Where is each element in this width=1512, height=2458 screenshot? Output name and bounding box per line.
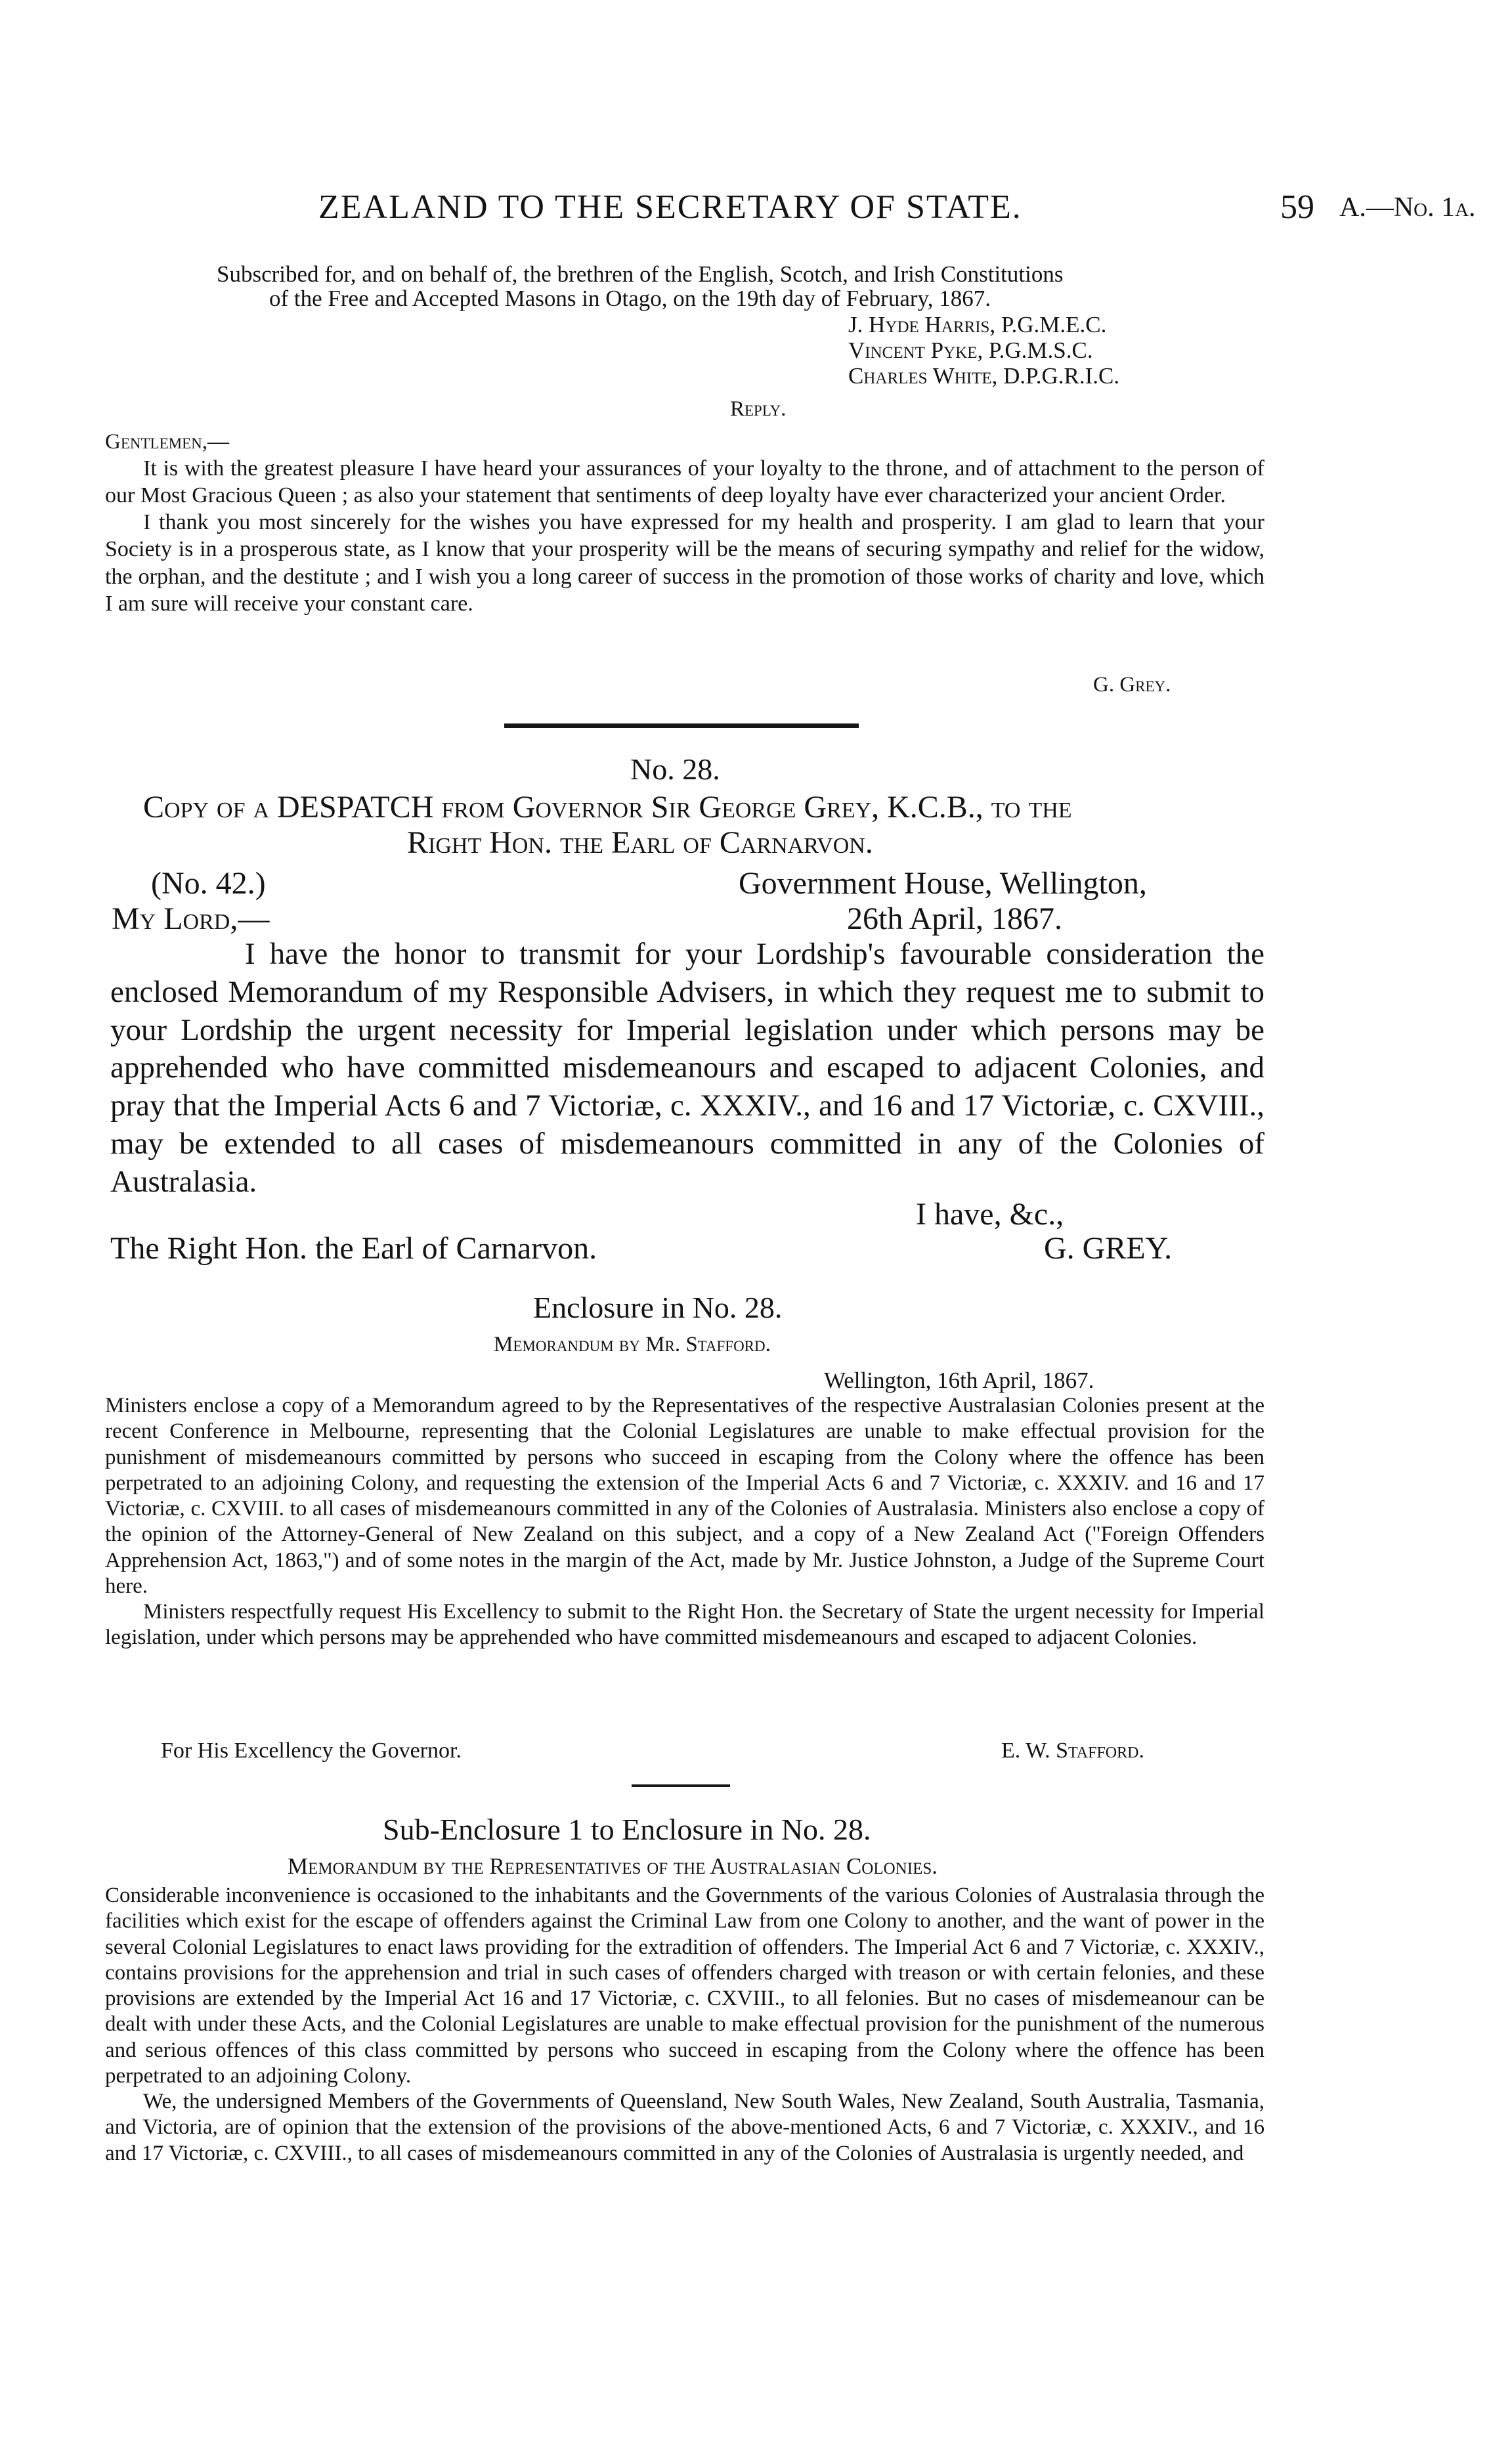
despatch-title-line: Copy of a DESPATCH from Governor Sir George Grey, K.C.B., to the (143, 790, 1072, 825)
despatch-title (143, 789, 1072, 825)
subscription-line: Subscribed for, and on behalf of, the brethren of the English, Scotch, and Irish Constitutions (217, 261, 1064, 287)
paper-reference: A.—No. 1a. (1339, 192, 1476, 223)
reply-paragraph: It is with the greatest pleasure I have heard your assurances of your loyalty to the throne, and of attachment to the person of our Most Gracious Queen ; as also your statement that sentiments of deep loyalty have ever characterized your ancient Order. (105, 456, 1264, 508)
sub-enclosure-paragraph: Considerable inconvenience is occasioned to the inhabitants and the Governments of the various Colonies of Australasia through the facilities which exist for the escape of offenders against the Criminal Law from one Colony to another, and the want of power in the several Colonial Legislatures to enact laws providing for the extradition of offenders. The Imperial Act 6 and 7 Victoriæ, c. XXXIV., contains provisions for the apprehension and trial in such cases of offenders charged with treason or with certain felonies, and these provisions are extended by the Imperial Act 16 and 17 Victoriæ, c. CXVIII., to all felonies. But no cases of misdemeanour can be dealt with under these Acts, and the Colonial Legislatures are unable to make effectual provision for the punishment of the numerous and serious offences of this class committed by persons who succeed in escaping from the Colony where the offence has been perpetrated to an adjoining Colony. (105, 1884, 1264, 2088)
despatch-signature: G. GREY. (1044, 1231, 1173, 1266)
reply-paragraph: I thank you most sincerely for the wishes you have expressed for my health and prosperity. I am glad to learn that your Society is in a prosperous state, as I know that your prosperity will be the means of securing sympathy and relief for the widow, the orphan, and the destitute ; and I wish you a long career of success in the promotion of those works of charity and love, which I am sure will receive your constant care. (105, 510, 1264, 616)
section-divider (504, 723, 859, 728)
despatch-salutation: My Lord,— (112, 901, 270, 936)
section-divider (632, 1784, 730, 1787)
enclosure-heading: Enclosure in No. 28. (533, 1291, 783, 1324)
despatch-address: Government House, Wellington, (739, 866, 1147, 901)
page-number: 59 (1280, 188, 1314, 226)
signatory: Charles White, D.P.G.R.I.C. (848, 363, 1120, 389)
enclosure-subheading: Memorandum by Mr. Stafford. (494, 1333, 771, 1356)
despatch-reference: (No. 42.) (151, 866, 266, 901)
enclosure-paragraph: Ministers respectfully request His Excellency to submit to the Right Hon. the Secretary of State the urgent necessity for Imperial legislation, under which persons may be apprehended who have committed misdemeanours and escaped to adjacent Colonies. (105, 1600, 1264, 1650)
enclosure-addressee: For His Excellency the Governor. (161, 1738, 462, 1763)
sub-enclosure-body (105, 1883, 1264, 2167)
reply-heading: Reply. (730, 397, 787, 421)
signatory: Vincent Pyke, P.G.M.S.C. (848, 337, 1093, 363)
despatch-date: 26th April, 1867. (847, 901, 1063, 936)
despatch-title-line: Right Hon. the Earl of Carnarvon. (407, 825, 873, 860)
despatch-closing: I have, &c., (916, 1197, 1064, 1232)
sub-enclosure-heading: Sub-Enclosure 1 to Enclosure in No. 28. (383, 1813, 871, 1846)
despatch-addressee: The Right Hon. the Earl of Carnarvon. (110, 1231, 597, 1266)
despatch-body: I have the honor to transmit for your Lordship's favourable consideration the enclosed Memorandum of my Responsible Advisers, in which they request me to submit to your Lordship the urgent necessity for Imperial legislation under which persons may be apprehended who have committed misdemeanours and escaped to adjacent Colonies, and pray that the Imperial Acts 6 and 7 Victoriæ, c. XXXIV., and 16 and 17 Victoriæ, c. CXVIII., may be extended to all cases of misdemeanours committed in any of the Colonies of Australasia. (110, 937, 1264, 1199)
running-title: ZEALAND TO THE SECRETARY OF STATE. (318, 188, 1022, 226)
despatch-number: No. 28. (630, 752, 720, 786)
sub-enclosure-subheading: Memorandum by the Representatives of the Australasian Colonies. (288, 1853, 938, 1879)
signatory: J. Hyde Harris, P.G.M.E.C. (848, 312, 1107, 337)
subscription-line: of the Free and Accepted Masons in Otago, on the 19th day of February, 1867. (269, 286, 991, 311)
reply-salutation: Gentlemen,— (105, 430, 229, 454)
enclosure-date: Wellington, 16th April, 1867. (824, 1368, 1094, 1393)
enclosure-paragraph: Ministers enclose a copy of a Memorandum agreed to by the Representatives of the respective Australasian Colonies present at the recent Conference in Melbourne, representing that the Colonial Legislatures are unable to make effectual provision for the punishment of misdemeanours committed by persons who succeed in escaping from the Colony where the offence has been perpetrated to an adjoining Colony, and requesting the extension of the Imperial Acts 6 and 7 Victoriæ, c. XXXIV. and 16 and 17 Victoriæ, c. CXVIII. to all cases of misdemeanours committed in any of the Colonies of Australasia. Ministers also enclose a copy of the opinion of the Attorney-General of New Zealand on this subject, and a copy of a New Zealand Act ("Foreign Offenders Apprehension Act, 1863,") and of some notes in the margin of the Act, made by Mr. Justice Johnston, a Judge of the Supreme Court here. (105, 1394, 1264, 1598)
reply-body (105, 455, 1264, 617)
enclosure-signature: E. W. Stafford. (1001, 1738, 1144, 1763)
sub-enclosure-paragraph: We, the undersigned Members of the Governments of Queensland, New South Wales, New Zealand, South Australia, Tasmania, and Victoria, are of opinion that the extension of the provisions of the above-mentioned Acts, 6 and 7 Victoriæ, c. XXXIV., and 16 and 17 Victoriæ, c. CXVIII., to all cases of misdemeanours committed in any of the Colonies of Australasia is urgently needed, and (105, 2090, 1264, 2165)
reply-signature: G. Grey. (1093, 673, 1171, 697)
enclosure-body (105, 1393, 1264, 1651)
